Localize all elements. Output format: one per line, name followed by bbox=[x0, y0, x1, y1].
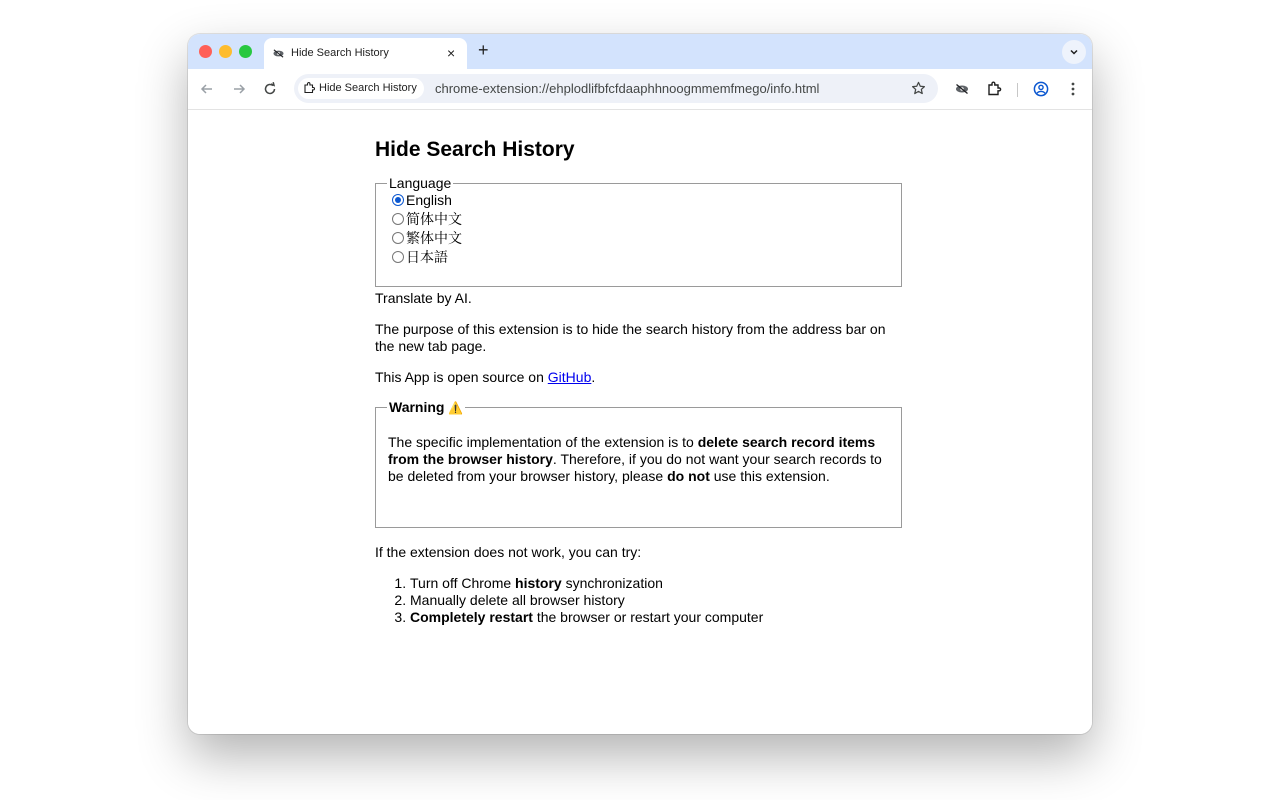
radio-button[interactable] bbox=[392, 251, 404, 263]
troubleshoot-steps bbox=[375, 575, 903, 626]
list-item bbox=[410, 609, 903, 626]
period: . bbox=[591, 369, 596, 385]
zoom-window-button[interactable] bbox=[239, 45, 252, 58]
tab-title: Hide Search History bbox=[291, 47, 389, 59]
radio-button[interactable] bbox=[392, 232, 404, 244]
toolbar bbox=[188, 69, 1092, 110]
open-source-paragraph bbox=[375, 369, 903, 386]
tab-hide-search-history[interactable] bbox=[264, 38, 467, 69]
address-bar[interactable] bbox=[294, 74, 938, 103]
tab-strip bbox=[188, 34, 1092, 69]
warning-emphasis: do not bbox=[667, 468, 710, 484]
language-label: 简体中文 bbox=[406, 211, 462, 227]
troubleshoot-intro: If the extension does not work, you can try: bbox=[375, 544, 642, 560]
list-item bbox=[410, 575, 903, 592]
step-emphasis: Completely restart bbox=[410, 609, 533, 625]
language-option-english[interactable] bbox=[388, 191, 889, 210]
new-tab-button[interactable]: + bbox=[478, 40, 489, 60]
warning-body bbox=[388, 434, 889, 485]
close-window-button[interactable] bbox=[199, 45, 212, 58]
radio-button[interactable] bbox=[392, 213, 404, 225]
warning-title: Warning bbox=[389, 399, 445, 415]
minimize-window-button[interactable] bbox=[219, 45, 232, 58]
extension-chip[interactable] bbox=[298, 78, 424, 99]
browser-window bbox=[188, 34, 1092, 734]
step-emphasis: history bbox=[515, 575, 562, 591]
reload-icon[interactable] bbox=[262, 81, 278, 97]
language-legend: Language bbox=[389, 175, 452, 191]
language-option-simplified-chinese[interactable] bbox=[388, 210, 889, 229]
chip-label: Hide Search History bbox=[319, 82, 417, 94]
open-source-text: This App is open source on bbox=[375, 369, 548, 385]
warning-legend bbox=[387, 399, 465, 415]
warning-fieldset bbox=[375, 399, 902, 528]
page-title: Hide Search History bbox=[375, 138, 575, 161]
language-option-japanese[interactable] bbox=[388, 248, 889, 267]
step-text: synchronization bbox=[561, 575, 663, 591]
extensions-puzzle-icon[interactable] bbox=[986, 81, 1002, 97]
warning-text: use this extension. bbox=[709, 468, 830, 484]
warning-text: The specific implementation of the extension is to bbox=[388, 434, 698, 450]
warning-text: . Therefore, if you do not want your search records to be deleted from your browser history, please bbox=[388, 451, 882, 484]
back-arrow-icon[interactable] bbox=[199, 81, 215, 97]
warning-emphasis: delete search record items from the browser history bbox=[388, 434, 876, 467]
radio-button[interactable] bbox=[392, 194, 404, 206]
warning-icon: ⚠️ bbox=[448, 401, 464, 415]
language-fieldset bbox=[375, 175, 902, 287]
kebab-menu-icon[interactable] bbox=[1065, 81, 1081, 97]
tab-search-button[interactable] bbox=[1062, 40, 1086, 64]
language-label: 日本語 bbox=[406, 249, 448, 265]
list-item bbox=[410, 592, 903, 609]
purpose-paragraph: The purpose of this extension is to hide the search history from the address bar on the new tab page. bbox=[375, 321, 886, 354]
url-text[interactable]: chrome-extension://ehplodlifbfcfdaaphhnoogmmemfmego/info.html bbox=[435, 81, 820, 96]
puzzle-icon bbox=[303, 82, 315, 94]
tab-close-icon[interactable]: × bbox=[447, 45, 456, 61]
language-label: English bbox=[406, 192, 452, 208]
toolbar-divider bbox=[1017, 83, 1018, 97]
language-option-traditional-chinese[interactable] bbox=[388, 229, 889, 248]
extension-eye-icon[interactable] bbox=[954, 81, 970, 97]
bookmark-star-icon[interactable] bbox=[911, 81, 926, 96]
github-link[interactable]: GitHub bbox=[547, 369, 592, 385]
language-label: 繁体中文 bbox=[406, 230, 462, 246]
profile-avatar-icon[interactable] bbox=[1033, 81, 1049, 97]
step-text: Manually delete all browser history bbox=[410, 592, 625, 608]
chevron-down-icon bbox=[1069, 47, 1079, 57]
translate-note: Translate by AI. bbox=[375, 290, 472, 306]
step-text: Turn off Chrome bbox=[410, 575, 516, 591]
forward-arrow-icon[interactable] bbox=[231, 81, 247, 97]
info-page bbox=[375, 110, 903, 626]
eye-favicon-icon bbox=[273, 48, 284, 59]
page-content bbox=[188, 110, 1092, 734]
step-text: the browser or restart your computer bbox=[532, 609, 764, 625]
